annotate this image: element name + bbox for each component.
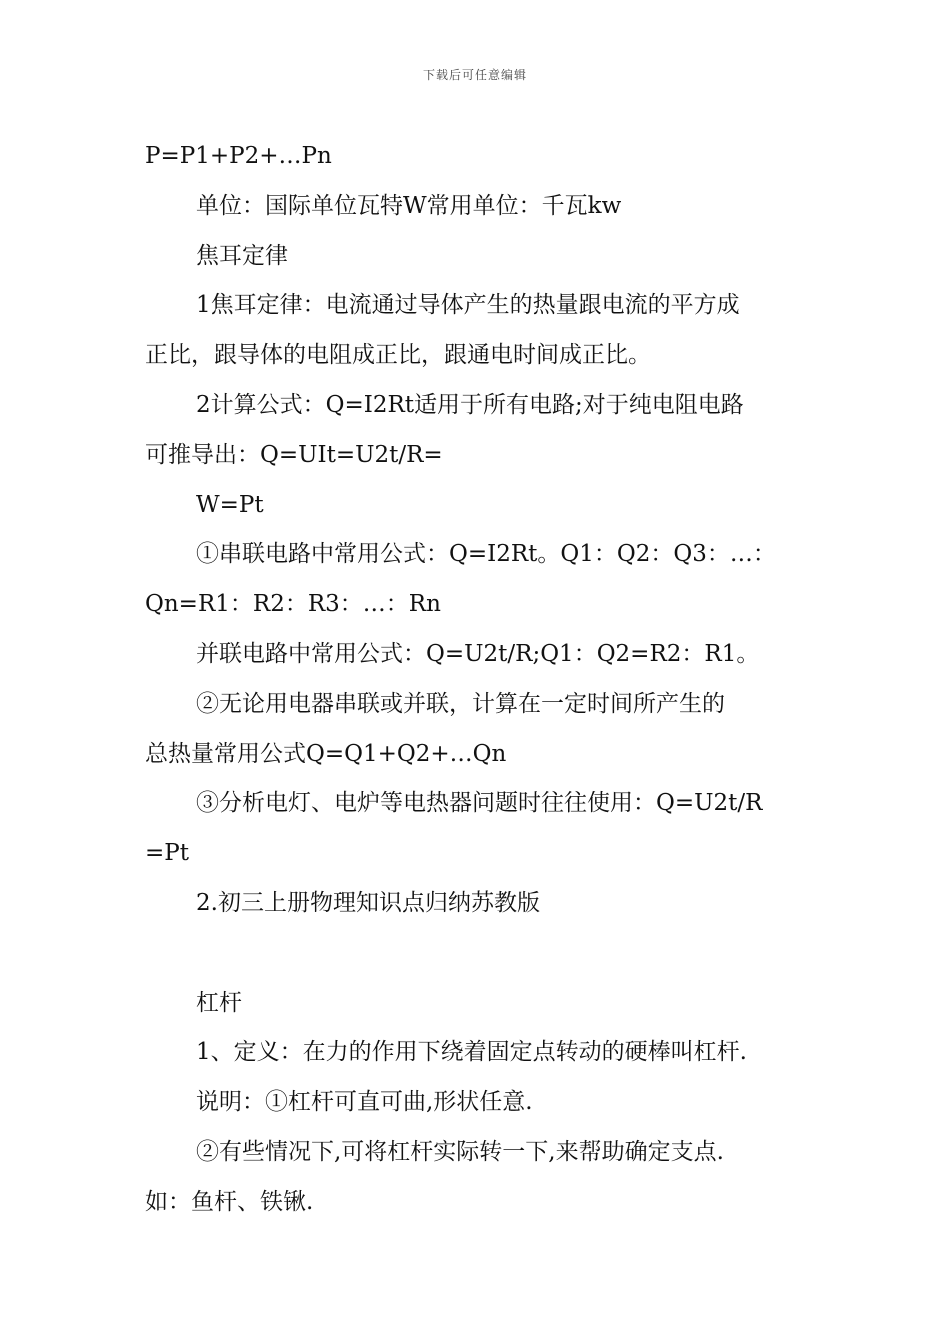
text-line: 1焦耳定律：电流通过导体产生的热量跟电流的平方成 — [196, 292, 740, 319]
text-line: 说明：①杠杆可直可曲,形状任意. — [196, 1089, 533, 1116]
text-line: P=P1+P2+…Pn — [145, 143, 332, 169]
text-line: ③分析电灯、电炉等电热器问题时往往使用：Q=U2t/R — [196, 790, 763, 817]
text-line: W=Pt — [196, 491, 264, 518]
document-body — [145, 132, 815, 1228]
section-title: 2.初三上册物理知识点归纳苏教版 — [196, 889, 540, 916]
text-line: 并联电路中常用公式：Q=U2t/R;Q1：Q2=R2：R1。 — [196, 640, 760, 667]
text-line: ①串联电路中常用公式：Q=I2Rt。Q1：Q2：Q3：…： — [196, 541, 776, 568]
text-line: Qn=R1：R2：R3：…：Rn — [145, 591, 441, 618]
section-heading: 杠杆 — [196, 989, 242, 1016]
text-line: 2计算公式：Q=I2Rt适用于所有电路;对于纯电阻电路 — [196, 391, 744, 418]
text-line: ②无论用电器串联或并联，计算在一定时间所产生的 — [196, 690, 725, 717]
blank-line — [145, 929, 815, 979]
page-header: 下载后可任意编辑 — [422, 68, 527, 82]
text-line: 如：鱼杆、铁锹. — [145, 1188, 314, 1215]
text-line: 1、定义：在力的作用下绕着固定点转动的硬棒叫杠杆. — [196, 1039, 747, 1066]
text-line: 总热量常用公式Q=Q1+Q2+…Qn — [145, 740, 507, 767]
text-line: 正比，跟导体的电阻成正比，跟通电时间成正比。 — [145, 342, 651, 369]
text-line: ②有些情况下,可将杠杆实际转一下,来帮助确定支点. — [196, 1138, 724, 1165]
section-heading: 焦耳定律 — [196, 242, 288, 269]
text-line: 可推导出：Q=UIt=U2t/R= — [145, 441, 443, 468]
text-line: =Pt — [145, 840, 189, 867]
text-line: 单位：国际单位瓦特W常用单位：千瓦kw — [196, 192, 622, 219]
